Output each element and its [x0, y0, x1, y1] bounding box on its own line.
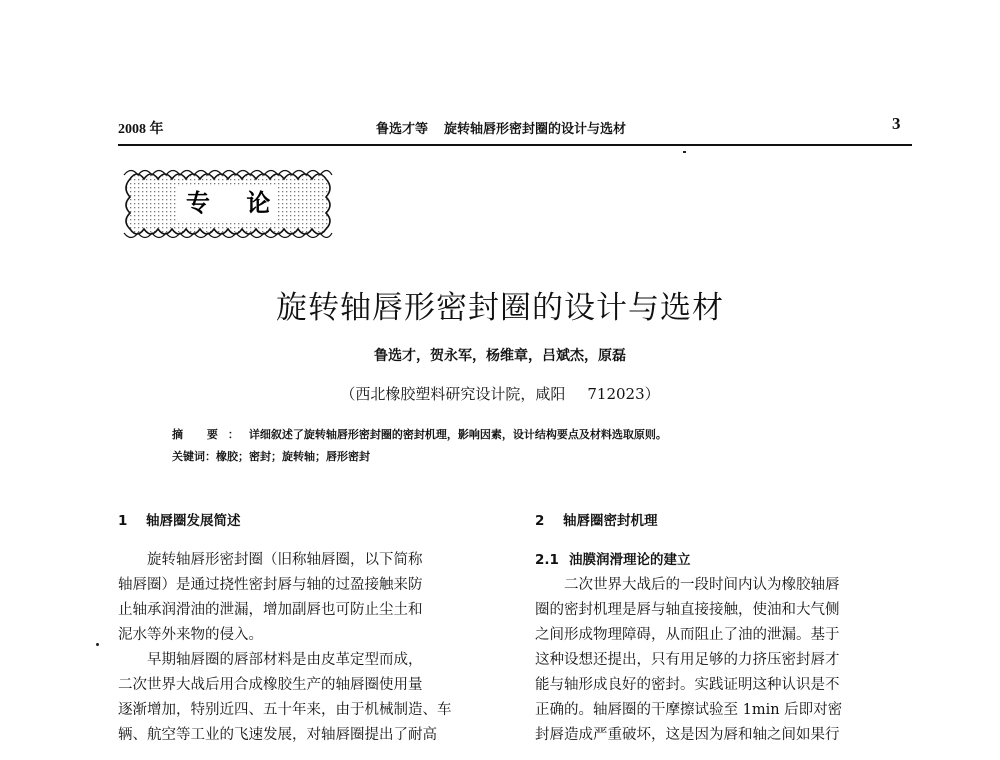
section-1-heading: [118, 509, 493, 534]
body-line: 封唇造成严重破坏，这是因为唇和轴之间如果行: [535, 727, 840, 743]
abstract-text: 详细叙述了旋转轴唇形密封圈的密封机理，影响因素，设计结构要点及材料选取原则。: [248, 428, 667, 441]
article-title: 旋转轴唇形密封圈的设计与选材: [276, 290, 724, 326]
section-badge-label: 专 论: [186, 189, 285, 217]
body-line: 二次世界大战后的一段时间内认为橡胶轴唇: [535, 577, 840, 593]
body-line: 二次世界大战后用合成橡胶生产的轴唇圈使用量: [118, 677, 423, 693]
scan-dot: [96, 643, 99, 646]
header-year: 2008 年: [118, 122, 164, 137]
subsection-number: 2.1: [535, 552, 559, 568]
body-line: 能与轴形成良好的密封。实践证明这种认识是不: [535, 677, 840, 693]
scan-speck: [683, 151, 686, 153]
affiliation-text: （西北橡胶塑料研究设计院，咸阳: [340, 385, 566, 403]
body-line: 正确的。轴唇圈的干摩擦试验至 1min 后即对密: [535, 702, 843, 718]
subsection-2-1-heading: [535, 548, 910, 573]
body-line: 辆、航空等工业的飞速发展，对轴唇圈提出了耐高: [118, 727, 437, 743]
keywords-text: 橡胶；密封；旋转轴；唇形密封: [216, 450, 370, 463]
body-line: 轴唇圈）是通过挠性密封唇与轴的过盈接触来防: [118, 577, 423, 593]
body-line: 泥水等外来物的侵入。: [118, 627, 263, 643]
body-line: 之间形成物理障碍，从而阻止了油的泄漏。基于: [535, 627, 840, 643]
section-2-heading: [535, 509, 910, 534]
header-rule: [118, 144, 912, 146]
section-2-number: 2: [535, 513, 545, 529]
affiliation: [0, 383, 1000, 404]
body-line: 圈的密封机理是唇与轴直接接触，使油和大气侧: [535, 602, 840, 618]
author-list: 鲁选才，贺永军，杨维章，吕斌杰，原磊: [374, 348, 626, 364]
section-1-number: 1: [118, 513, 128, 529]
abstract-label: 摘 要：: [172, 428, 249, 441]
affiliation-zip: 712023）: [587, 385, 660, 403]
keywords-label: 关键词：: [172, 450, 216, 463]
body-line: 早期轴唇圈的唇部材料是由皮革定型而成，: [118, 652, 423, 668]
keywords: [172, 448, 370, 464]
header-running-title: [376, 118, 626, 137]
page-number: 3: [892, 114, 901, 133]
header-title-text: 旋转轴唇形密封圈的设计与选材: [444, 122, 627, 137]
column-right: [535, 509, 910, 748]
body-line: 旋转轴唇形密封圈（旧称轴唇圈，以下简称: [118, 552, 423, 568]
section-1-title: 轴唇圈发展简述: [146, 513, 241, 529]
body-line: 止轴承润滑油的泄漏，增加副唇也可防止尘土和: [118, 602, 423, 618]
section-2-title: 轴唇圈密封机理: [563, 513, 658, 529]
subsection-title: 油膜润滑理论的建立: [569, 552, 691, 568]
abstract: [172, 426, 667, 442]
header-authors: 鲁选才等: [376, 122, 429, 137]
column-left: [118, 509, 493, 748]
body-line: 这种设想还提出，只有用足够的力挤压密封唇才: [535, 652, 840, 668]
body-line: 逐渐增加，特别近四、五十年来，由于机械制造、车: [118, 702, 452, 718]
section-2-body: [535, 573, 910, 748]
section-1-body: [118, 548, 493, 748]
